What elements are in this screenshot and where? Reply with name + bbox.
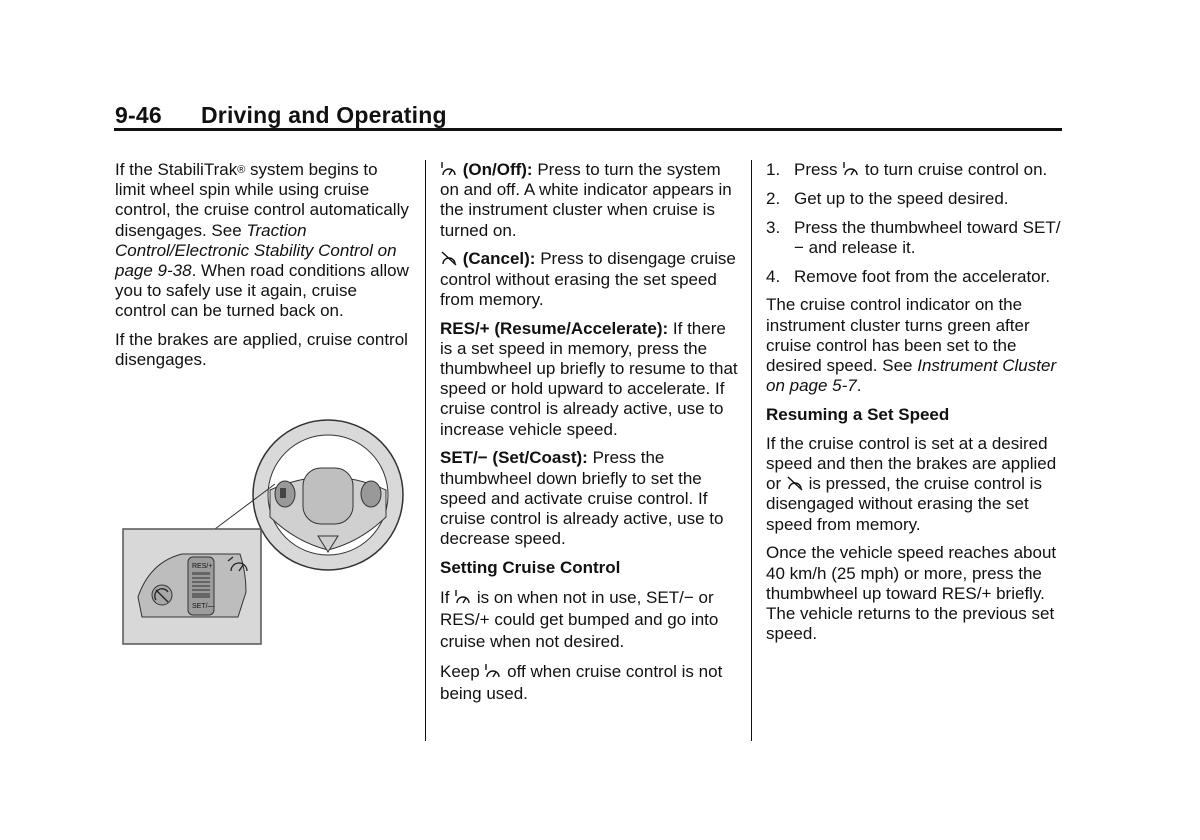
set-coast-paragraph: SET/− (Set/Coast): Press the thumbwheel down briefly to set the speed and activate cruise control. If cruise control is already active, use to decrease speed. <box>440 448 724 549</box>
brakes-paragraph: If the brakes are applied, cruise control disengages. <box>115 330 408 370</box>
cruise-on-off-icon <box>440 161 458 177</box>
control-closeup <box>123 529 261 644</box>
header-rule <box>114 128 1062 131</box>
stabilitrak-paragraph: If the StabiliTrak® system begins to limit wheel spin while using cruise control, the cruise control automatically disengages. See Traction Control/Electronic Stability Control on page 9-38. When road conditions allow you to safely use it again, cruise control can be turned back on. <box>115 160 409 321</box>
keep-off-paragraph: Keep off when cruise control is not being used. <box>440 662 723 704</box>
list-item: 1. Press to turn cruise control on. <box>766 160 1048 179</box>
cruise-steps-list <box>766 160 1066 287</box>
column-2 <box>440 160 740 714</box>
resume-paragraph: If the cruise control is set at a desired speed and then the brakes are applied or is pressed, the cruise control is disengaged without erasing the set speed from memory. <box>766 433 1057 534</box>
bumped-warning-paragraph: If is on when not in use, SET/− or RES/+ could get bumped and go into cruise when not desired. <box>440 587 719 651</box>
column-3 <box>766 160 1066 653</box>
traction-control-reference: Traction Control/Electronic Stability Control on page 9-38 <box>115 220 397 281</box>
cruise-on-off-icon <box>454 589 472 605</box>
page-number: 9-46 <box>115 102 162 128</box>
cancel-icon <box>786 475 804 491</box>
column-divider-2 <box>751 160 752 741</box>
list-item: 3. Press the thumbwheel toward SET/− and release it. <box>766 217 1061 257</box>
indicator-paragraph: The cruise control indicator on the instrument cluster turns green after cruise control has been set to the desired speed. See Instrument Cluster on page 5-7. <box>766 295 1057 396</box>
resuming-set-speed-heading: Resuming a Set Speed <box>766 405 950 424</box>
setting-cruise-control-heading: Setting Cruise Control <box>440 558 621 578</box>
cancel-icon <box>440 250 458 266</box>
instrument-cluster-reference: Instrument Cluster on page 5-7 <box>766 356 1057 396</box>
resume-accelerate-paragraph: RES/+ (Resume/Accelerate): If there is a set speed in memory, press the thumbwheel up briefly to resume to that speed or hold upward to accelerate. If cruise control is already active, use to increase vehicle speed. <box>440 318 738 439</box>
list-item: 2. Get up to the speed desired. <box>766 188 1009 208</box>
cruise-on-off-icon <box>484 663 502 679</box>
cancel-paragraph: (Cancel): Press to disengage cruise control without erasing the set speed from memory. <box>440 249 736 309</box>
steering-wheel-controls-figure <box>120 412 420 652</box>
column-divider-1 <box>425 160 426 741</box>
column-1 <box>115 160 410 379</box>
set-label: SET/— <box>192 603 215 610</box>
list-item: 4. Remove foot from the accelerator. <box>766 266 1051 286</box>
speed-return-paragraph: Once the vehicle speed reaches about 40 km/h (25 mph) or more, press the thumbwheel up toward RES/+ briefly. The vehicle returns to the previous set speed. <box>766 543 1057 644</box>
cruise-on-off-icon <box>842 161 860 177</box>
section-title: Driving and Operating <box>201 102 447 128</box>
res-label: RES/+ <box>192 563 213 570</box>
on-off-paragraph: (On/Off): Press to turn the system on and off. A white indicator appears in the instrument cluster when cruise is turned on. <box>440 160 732 240</box>
page-header <box>115 102 447 129</box>
